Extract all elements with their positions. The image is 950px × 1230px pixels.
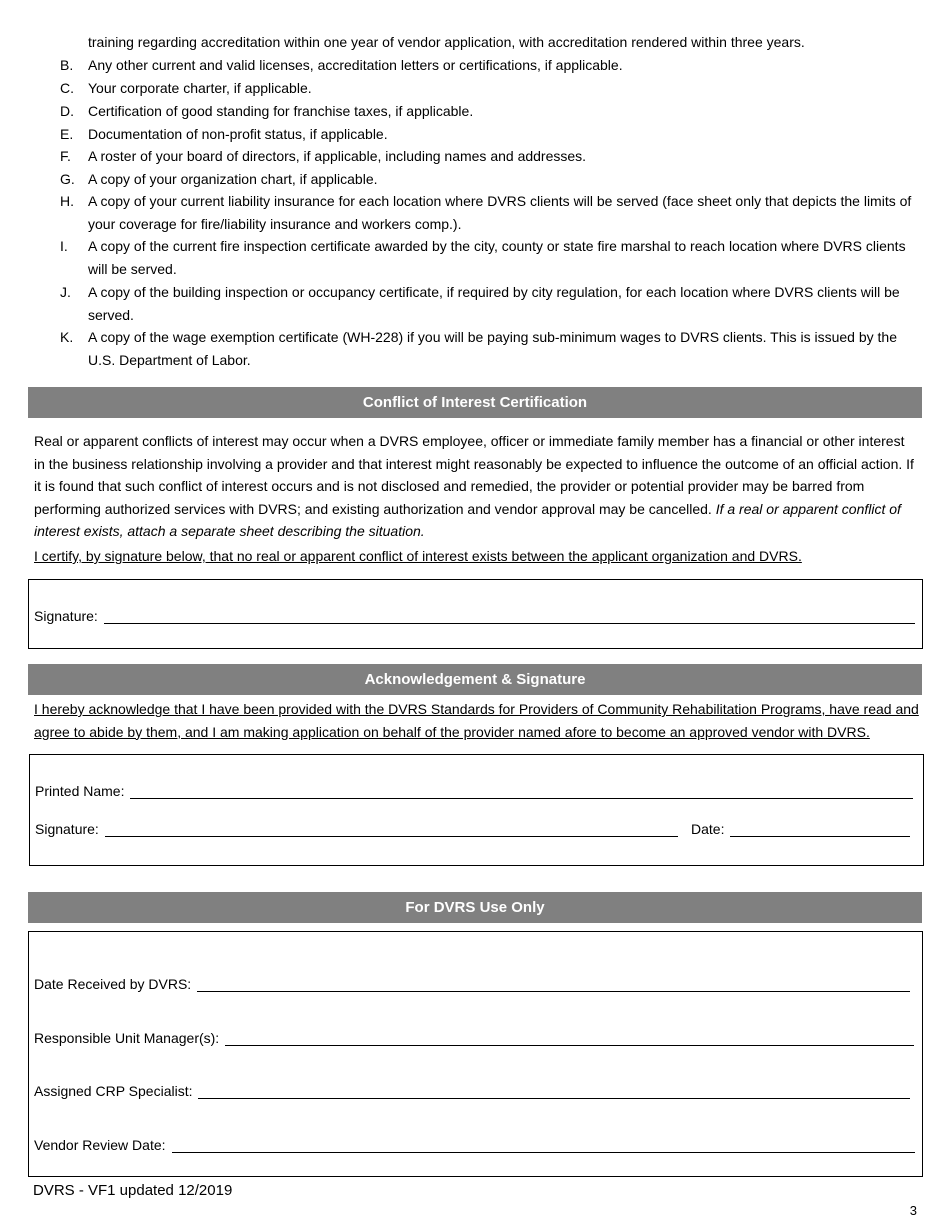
vendor-review-date-line[interactable] xyxy=(172,1138,915,1153)
crp-specialist-label: Assigned CRP Specialist: xyxy=(34,1083,193,1099)
crp-specialist-field[interactable] xyxy=(34,1083,910,1099)
vendor-review-date-field[interactable] xyxy=(34,1137,915,1153)
acknowledgement-text: I hereby acknowledge that I have been provided with the DVRS Standards for Providers of Community Rehabilitation Programs, have read and agree to abide by them, and I am making application on behalf of the provider named afore to become an approved vendor with DVRS. xyxy=(34,701,919,740)
acknowledgement-signature-line[interactable] xyxy=(105,822,678,837)
item-letter: H. xyxy=(60,193,74,209)
item-text: Documentation of non-profit status, if applicable. xyxy=(88,126,388,142)
item-text: A copy of the building inspection or occupancy certificate, if required by city regulation, for each location where DVRS clients will be served. xyxy=(88,284,900,323)
item-letter: G. xyxy=(60,171,75,187)
conflict-signature-label: Signature: xyxy=(34,608,98,624)
page-number: 3 xyxy=(909,1203,917,1218)
item-text: A copy of the wage exemption certificate (WH-228) if you will be paying sub-minimum wages to DVRS clients. This is issued by the U.S. Department of Labor. xyxy=(88,329,897,368)
item-letter: E. xyxy=(60,126,74,142)
conflict-paragraph-text: Real or apparent conflicts of interest may occur when a DVRS employee, officer or immediate family member has a financial or other interest in the business relationship involving a provider and that interest might reasonably be expected to influence the outcome of an official action. If it is found that such conflict of interest occurs and is not disclosed and remedied, the provider or potential provider may be barred from performing authorized services with DVRS; and existing authorization and vendor approval may be cancelled. xyxy=(34,433,914,517)
item-text: A copy of your organization chart, if applicable. xyxy=(88,171,378,187)
item-text: A roster of your board of directors, if applicable, including names and addresses. xyxy=(88,148,587,164)
date-received-line[interactable] xyxy=(197,977,910,992)
printed-name-label: Printed Name: xyxy=(35,783,125,799)
dvrs-use-only-header: For DVRS Use Only xyxy=(28,892,922,923)
conflict-of-interest-header: Conflict of Interest Certification xyxy=(28,387,922,418)
item-letter: C. xyxy=(60,80,74,96)
unit-manager-field[interactable] xyxy=(34,1030,914,1046)
acknowledgement-signature-label: Signature: xyxy=(35,821,99,837)
item-letter: B. xyxy=(60,57,74,73)
printed-name-field[interactable] xyxy=(35,783,913,799)
item-letter: I. xyxy=(60,238,68,254)
date-field[interactable] xyxy=(691,821,910,837)
item-letter: K. xyxy=(60,329,74,345)
conflict-paragraph-italic: If a real or apparent conflict of interest exists, attach a separate sheet describing the situation. xyxy=(34,500,901,539)
printed-name-line[interactable] xyxy=(130,784,913,799)
date-received-label: Date Received by DVRS: xyxy=(34,976,192,992)
acknowledgement-header: Acknowledgement & Signature xyxy=(28,664,922,695)
date-line[interactable] xyxy=(730,822,910,837)
crp-specialist-line[interactable] xyxy=(198,1084,910,1099)
conflict-certify-statement: I certify, by signature below, that no real or apparent conflict of interest exists between the applicant organization and DVRS. xyxy=(34,548,802,564)
form-id-footer: DVRS - VF1 updated 12/2019 xyxy=(33,1182,233,1199)
item-text: Certification of good standing for franchise taxes, if applicable. xyxy=(88,103,474,119)
item-letter: J. xyxy=(60,284,71,300)
acknowledgement-box xyxy=(29,754,924,866)
item-text: A copy of the current fire inspection certificate awarded by the city, county or state fire marshal to reach location where DVRS clients will be served. xyxy=(88,238,906,277)
vendor-review-date-label: Vendor Review Date: xyxy=(34,1137,166,1153)
dvrs-use-only-box xyxy=(28,931,923,1177)
item-text: A copy of your current liability insurance for each location where DVRS clients will be served (face sheet only that depicts the limits of your coverage for fire/liability insurance and workers comp.). xyxy=(88,193,912,232)
conflict-signature-line[interactable] xyxy=(104,609,915,624)
unit-manager-line[interactable] xyxy=(225,1031,914,1046)
conflict-signature-field[interactable] xyxy=(34,608,915,624)
item-letter: F. xyxy=(60,148,71,164)
date-received-field[interactable] xyxy=(34,976,910,992)
conflict-signature-box xyxy=(28,579,923,649)
date-label: Date: xyxy=(691,821,725,837)
item-text: Any other current and valid licenses, accreditation letters or certifications, if applicable. xyxy=(88,57,623,73)
unit-manager-label: Responsible Unit Manager(s): xyxy=(34,1030,220,1046)
acknowledgement-signature-field[interactable] xyxy=(35,821,678,837)
list-item-continuation: training regarding accreditation within one year of vendor application, with accreditation rendered within three years. xyxy=(88,34,805,50)
conflict-paragraph xyxy=(34,430,919,543)
item-letter: D. xyxy=(60,103,74,119)
item-text: Your corporate charter, if applicable. xyxy=(88,80,312,96)
